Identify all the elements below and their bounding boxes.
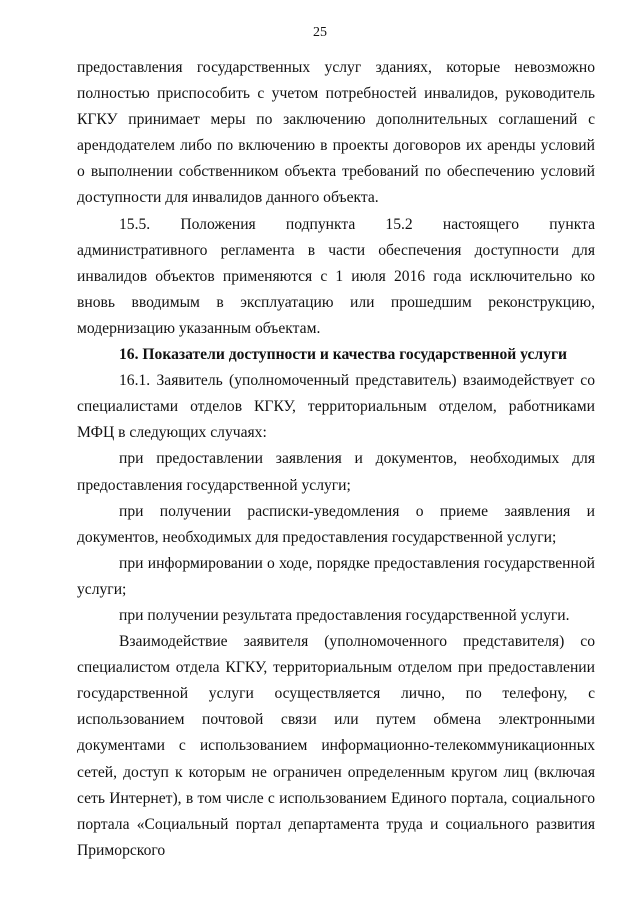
paragraph-16-1: 16.1. Заявитель (уполномоченный представитель) взаимодействует со специалистами отделов КГКУ, территориальным отделом, работниками МФЦ в следующих случаях: bbox=[77, 372, 595, 442]
list-item-informing: при информировании о ходе, порядке предоставления государственной услуги; bbox=[77, 554, 595, 598]
paragraph-continuation: предоставления государственных услуг зданиях, которые невозможно полностью приспособить с учетом потребностей инвалидов, руководитель КГКУ принимает меры по заключению дополнительных соглашений с арендодателем либо по включению в проекты договоров их аренды условий о выполнении собственником объекта требований по обеспечению условий доступности для инвалидов данного объекта. bbox=[77, 59, 595, 207]
list-item-application: при предоставлении заявления и документов, необходимых для предоставления государственной услуги; bbox=[77, 450, 595, 494]
page-number: 25 bbox=[313, 25, 327, 40]
document-body bbox=[77, 55, 595, 864]
paragraph-15-5: 15.5. Положения подпункта 15.2 настоящего пункта административного регламента в части обеспечения доступности для инвалидов объектов применяются с 1 июля 2016 года исключительно ко вновь вводимым в эксплуатацию или прошедшим реконструкцию, модернизацию указанным объектам. bbox=[77, 215, 595, 337]
paragraph-interaction: Взаимодействие заявителя (уполномоченного представителя) со специалистом отдела КГКУ, территориальным отделом при предоставлении государственной услуги осуществляется лично, по телефону, с использованием почтовой связи или путем обмена электронными документами с использованием информационно-телекоммуникационных сетей, доступ к которым не ограничен определенным кругом лиц (включая сеть Интернет), в том числе с использованием Единого портала, социального портала «Социальный портал департамента труда и социального развития Приморского bbox=[77, 633, 595, 859]
list-item-receipt: при получении расписки-уведомления о приеме заявления и документов, необходимых для предоставления государственной услуги; bbox=[77, 502, 595, 546]
section-heading: 16. Показатели доступности и качества государственной услуги bbox=[119, 346, 568, 364]
list-item-result: при получении результата предоставления государственной услуги. bbox=[119, 606, 570, 624]
